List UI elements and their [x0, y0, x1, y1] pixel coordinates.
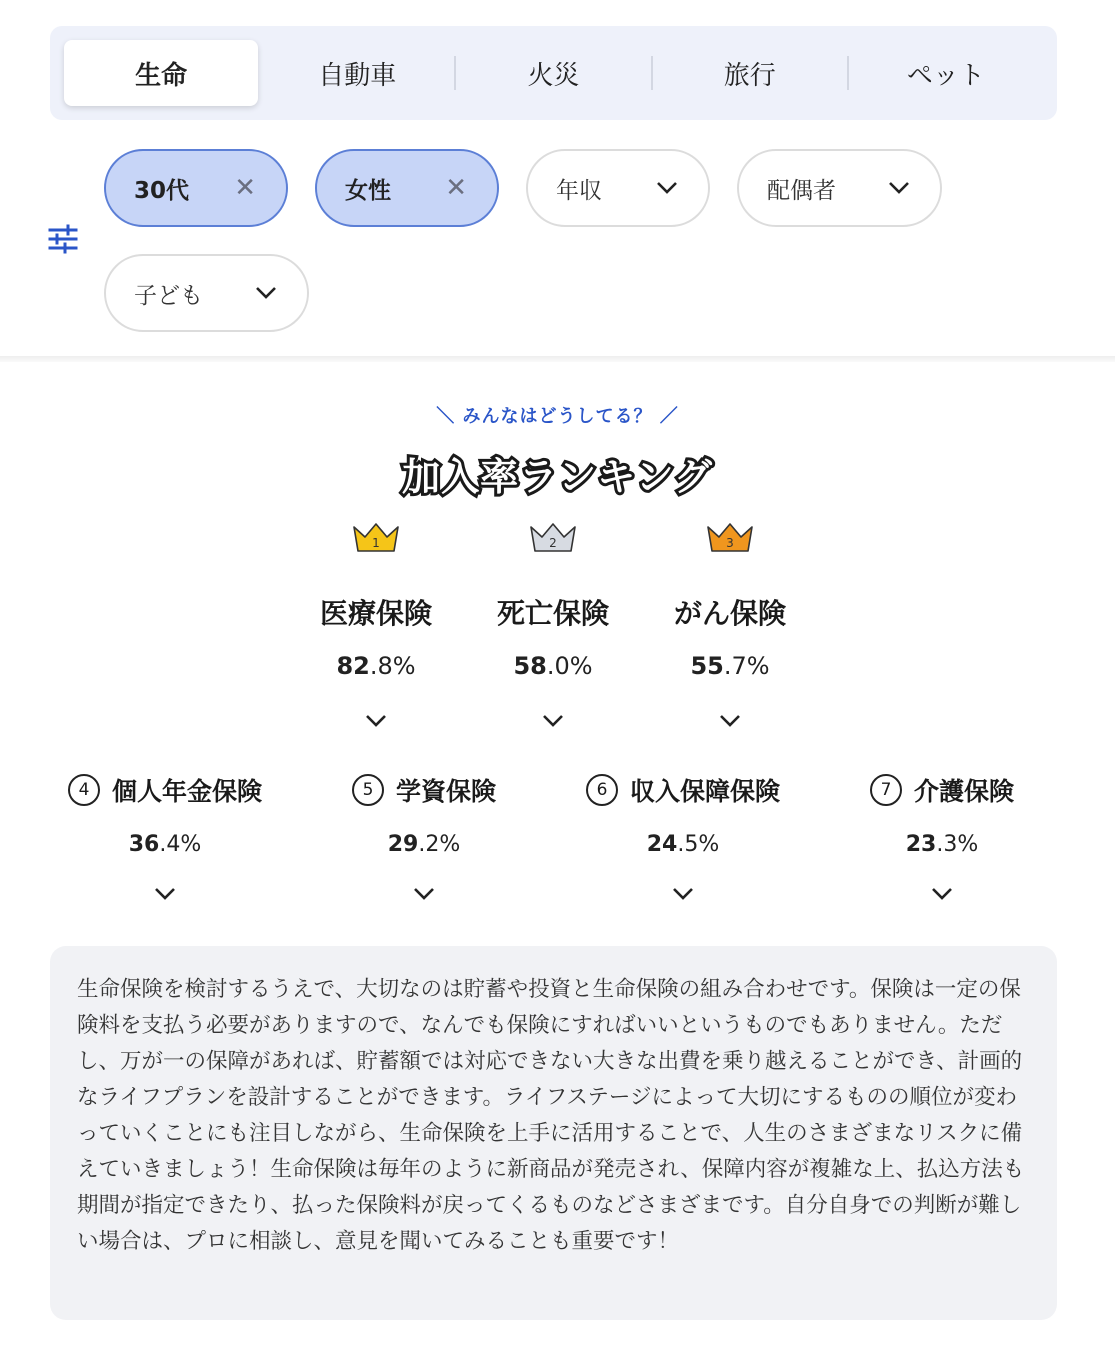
filter-sliders-icon[interactable] — [48, 224, 78, 254]
filter-dropdown-income[interactable] — [526, 149, 710, 227]
filter-chip-gender[interactable] — [315, 149, 499, 227]
chevron-down-icon[interactable] — [154, 887, 176, 901]
ranking-item-name-row — [45, 772, 285, 808]
silver-crown-icon — [528, 520, 578, 554]
percentage-integer: 55 — [690, 652, 724, 680]
gold-crown-icon — [351, 520, 401, 554]
ranking-item-name: 死亡保険 — [496, 597, 609, 630]
ranking-item-percentage — [286, 652, 466, 680]
filter-dropdown-label: 年収 — [556, 177, 602, 204]
ranking-item-percentage — [563, 832, 803, 857]
rank-number-circle: 5 — [352, 774, 384, 806]
ranking-item-2 — [463, 520, 643, 728]
percentage-integer: 23 — [905, 832, 937, 857]
ranking-item-6 — [563, 772, 803, 901]
chevron-down-icon[interactable] — [931, 887, 953, 901]
rank-number-circle: 7 — [870, 774, 902, 806]
ranking-item-percentage — [822, 832, 1062, 857]
percentage-decimal: .7% — [723, 652, 770, 680]
percentage-integer: 24 — [646, 832, 678, 857]
percentage-decimal: .8% — [369, 652, 416, 680]
ranking-item-name: 介護保険 — [913, 777, 1014, 806]
percentage-decimal: .4% — [159, 832, 202, 857]
filter-chip-label: 女性 — [345, 177, 391, 204]
percentage-decimal: .0% — [546, 652, 593, 680]
percentage-decimal: .3% — [936, 832, 979, 857]
ranking-item-percentage — [463, 652, 643, 680]
ranking-subtitle: ＼ みんなはどうしてる？ ／ — [436, 406, 679, 427]
chevron-down-icon[interactable] — [413, 887, 435, 901]
tab-auto[interactable]: 自動車 — [318, 60, 397, 91]
rank-number-circle: 4 — [68, 774, 100, 806]
ranking-item-name: 学資保険 — [395, 777, 496, 806]
percentage-integer: 58 — [513, 652, 547, 680]
percentage-decimal: .5% — [677, 832, 720, 857]
tab-pet[interactable]: ペット — [906, 60, 985, 91]
chevron-down-icon[interactable] — [672, 887, 694, 901]
ranking-item-name: 個人年金保険 — [111, 777, 262, 806]
chevron-down-icon — [888, 181, 910, 195]
chevron-down-icon — [656, 181, 678, 195]
crown-rank-number: 3 — [726, 536, 734, 550]
chevron-down-icon[interactable] — [719, 714, 741, 728]
ranking-item-3 — [640, 520, 820, 728]
percentage-decimal: .2% — [418, 832, 461, 857]
filter-dropdown-spouse[interactable] — [737, 149, 942, 227]
section-divider — [0, 356, 1115, 362]
chevron-down-icon — [255, 286, 277, 300]
ranking-item-name: がん保険 — [673, 597, 786, 630]
tab-travel[interactable]: 旅行 — [723, 60, 776, 91]
chevron-down-icon[interactable] — [365, 714, 387, 728]
ranking-item-name-row — [563, 772, 803, 808]
filter-dropdown-label: 子ども — [134, 282, 203, 309]
percentage-integer: 29 — [387, 832, 419, 857]
ranking-item-7 — [822, 772, 1062, 901]
ranking-item-4 — [45, 772, 285, 901]
tab-fire[interactable]: 火災 — [527, 60, 580, 91]
crown-rank-number: 1 — [372, 536, 380, 550]
ranking-item-name: 医療保険 — [319, 597, 432, 630]
crown-rank-number: 2 — [549, 536, 557, 550]
close-icon[interactable]: ✕ — [445, 173, 467, 203]
close-icon[interactable]: ✕ — [234, 173, 256, 203]
insurance-category-tabs — [50, 26, 1057, 120]
ranking-item-5 — [304, 772, 544, 901]
ranking-item-percentage — [640, 652, 820, 680]
ranking-item-1 — [286, 520, 466, 728]
percentage-integer: 82 — [336, 652, 370, 680]
tab-life[interactable]: 生命 — [64, 40, 258, 106]
ranking-title: 加入率ランキング — [402, 455, 713, 499]
ranking-item-name: 収入保障保険 — [629, 777, 780, 806]
life-insurance-description: 生命保険を検討するうえで、大切なのは貯蓄や投資と生命保険の組み合わせです。保険は一定の保険料を支払う必要がありますので、なんでも保険にすればいいというものでもありません。ただし、万が一の保障があれば、貯蓄額では対応できない大きな出費を乗り越えることができ、計画的なライフプランを設計することができます。ライフステージによって大切にするものの順位が変わっていくことにも注目しながら、生命保険を上手に活用することで、人生のさまざまなリスクに備えていきましょう！生命保険は毎年のように新商品が発売され、保障内容が複雑な上、払込方法も期間が指定できたり、払った保険料が戻ってくるものなどさまざまです。自分自身での判断が難しい場合は、プロに相談し、意見を聞いてみることも重要です！ — [50, 946, 1057, 1320]
ranking-item-percentage — [45, 832, 285, 857]
filter-chip-label: 30代 — [134, 177, 190, 204]
filter-dropdown-children[interactable] — [104, 254, 309, 332]
percentage-integer: 36 — [128, 832, 160, 857]
ranking-item-name-row — [822, 772, 1062, 808]
ranking-item-percentage — [304, 832, 544, 857]
filter-dropdown-label: 配偶者 — [767, 177, 836, 204]
rank-number-circle: 6 — [586, 774, 618, 806]
bronze-crown-icon — [705, 520, 755, 554]
ranking-item-name-row — [304, 772, 544, 808]
chevron-down-icon[interactable] — [542, 714, 564, 728]
filter-chip-age[interactable] — [104, 149, 288, 227]
